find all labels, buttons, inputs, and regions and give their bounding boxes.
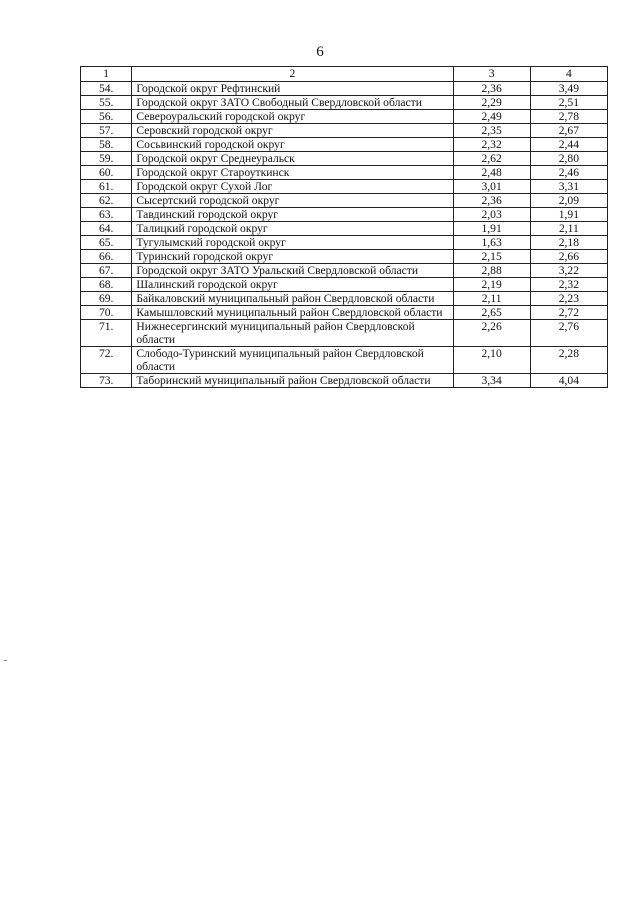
table-header-row	[81, 67, 608, 82]
table-row	[81, 250, 608, 264]
value-col-3: 2,10	[453, 347, 530, 374]
municipality-name: Городской округ Рефтинский	[132, 82, 453, 96]
value-col-3: 2,03	[453, 208, 530, 222]
row-number: 58.	[81, 138, 132, 152]
row-number: 56.	[81, 110, 132, 124]
table-row	[81, 180, 608, 194]
value-col-4: 3,49	[530, 82, 607, 96]
value-col-3: 2,36	[453, 82, 530, 96]
table-row	[81, 347, 608, 374]
header-col-2: 2	[132, 67, 453, 82]
municipality-name: Байкаловский муниципальный район Свердловской области	[132, 292, 453, 306]
row-number: 67.	[81, 264, 132, 278]
municipality-name: Слободо-Туринский муниципальный район Свердловской области	[132, 347, 453, 374]
value-col-3: 2,26	[453, 320, 530, 347]
value-col-4: 2,46	[530, 166, 607, 180]
row-number: 72.	[81, 347, 132, 374]
value-col-4: 2,78	[530, 110, 607, 124]
row-number: 65.	[81, 236, 132, 250]
municipality-name: Городской округ ЗАТО Уральский Свердловской области	[132, 264, 453, 278]
row-number: 61.	[81, 180, 132, 194]
row-number: 73.	[81, 374, 132, 388]
municipality-name: Городской округ Сухой Лог	[132, 180, 453, 194]
header-col-3: 3	[453, 67, 530, 82]
value-col-4: 2,66	[530, 250, 607, 264]
row-number: 57.	[81, 124, 132, 138]
value-col-3: 2,32	[453, 138, 530, 152]
municipality-name: Камышловский муниципальный район Свердловской области	[132, 306, 453, 320]
table-row	[81, 96, 608, 110]
table-row	[81, 278, 608, 292]
municipality-name: Тавдинский городской округ	[132, 208, 453, 222]
value-col-3: 1,63	[453, 236, 530, 250]
municipality-name: Нижнесергинский муниципальный район Свердловской области	[132, 320, 453, 347]
row-number: 68.	[81, 278, 132, 292]
value-col-3: 2,15	[453, 250, 530, 264]
data-table	[80, 66, 608, 388]
value-col-4: 2,09	[530, 194, 607, 208]
value-col-4: 2,18	[530, 236, 607, 250]
value-col-4: 4,04	[530, 374, 607, 388]
table-row	[81, 374, 608, 388]
value-col-4: 2,23	[530, 292, 607, 306]
table-row	[81, 320, 608, 347]
value-col-3: 2,11	[453, 292, 530, 306]
table-row	[81, 194, 608, 208]
municipality-name: Городской округ Среднеуральск	[132, 152, 453, 166]
value-col-3: 2,35	[453, 124, 530, 138]
table-row	[81, 208, 608, 222]
row-number: 66.	[81, 250, 132, 264]
table-row	[81, 138, 608, 152]
row-number: 63.	[81, 208, 132, 222]
value-col-3: 2,49	[453, 110, 530, 124]
value-col-4: 2,28	[530, 347, 607, 374]
value-col-3: 2,36	[453, 194, 530, 208]
value-col-3: 2,48	[453, 166, 530, 180]
table-row	[81, 152, 608, 166]
municipality-name: Сосьвинский городской округ	[132, 138, 453, 152]
value-col-4: 3,31	[530, 180, 607, 194]
row-number: 59.	[81, 152, 132, 166]
table-row	[81, 166, 608, 180]
municipality-name: Таборинский муниципальный район Свердловской области	[132, 374, 453, 388]
value-col-3: 3,01	[453, 180, 530, 194]
value-col-4: 2,44	[530, 138, 607, 152]
value-col-3: 2,88	[453, 264, 530, 278]
row-number: 69.	[81, 292, 132, 306]
header-col-4: 4	[530, 67, 607, 82]
row-number: 64.	[81, 222, 132, 236]
value-col-4: 2,72	[530, 306, 607, 320]
value-col-4: 1,91	[530, 208, 607, 222]
municipality-name: Серовский городской округ	[132, 124, 453, 138]
scan-artifact	[4, 660, 7, 661]
value-col-4: 2,76	[530, 320, 607, 347]
row-number: 70.	[81, 306, 132, 320]
municipality-name: Шалинский городской округ	[132, 278, 453, 292]
value-col-3: 2,29	[453, 96, 530, 110]
value-col-3: 3,34	[453, 374, 530, 388]
value-col-4: 2,51	[530, 96, 607, 110]
value-col-4: 2,32	[530, 278, 607, 292]
row-number: 71.	[81, 320, 132, 347]
table-body	[81, 82, 608, 388]
municipality-name: Североуральский городской округ	[132, 110, 453, 124]
table-row	[81, 264, 608, 278]
table-row	[81, 236, 608, 250]
header-col-1: 1	[81, 67, 132, 82]
municipality-name: Туринский городской округ	[132, 250, 453, 264]
table-row	[81, 110, 608, 124]
municipality-name: Сысертский городской округ	[132, 194, 453, 208]
page-number: 6	[316, 44, 324, 60]
value-col-3: 2,65	[453, 306, 530, 320]
row-number: 54.	[81, 82, 132, 96]
value-col-4: 3,22	[530, 264, 607, 278]
municipality-name: Городской округ Староуткинск	[132, 166, 453, 180]
table-row	[81, 124, 608, 138]
row-number: 62.	[81, 194, 132, 208]
table-row	[81, 306, 608, 320]
municipality-name: Тугулымский городской округ	[132, 236, 453, 250]
table-row	[81, 222, 608, 236]
row-number: 55.	[81, 96, 132, 110]
table-row	[81, 292, 608, 306]
table-row	[81, 82, 608, 96]
value-col-3: 2,19	[453, 278, 530, 292]
municipality-name: Талицкий городской округ	[132, 222, 453, 236]
value-col-3: 1,91	[453, 222, 530, 236]
value-col-4: 2,67	[530, 124, 607, 138]
value-col-3: 2,62	[453, 152, 530, 166]
row-number: 60.	[81, 166, 132, 180]
municipality-name: Городской округ ЗАТО Свободный Свердловской области	[132, 96, 453, 110]
value-col-4: 2,11	[530, 222, 607, 236]
value-col-4: 2,80	[530, 152, 607, 166]
